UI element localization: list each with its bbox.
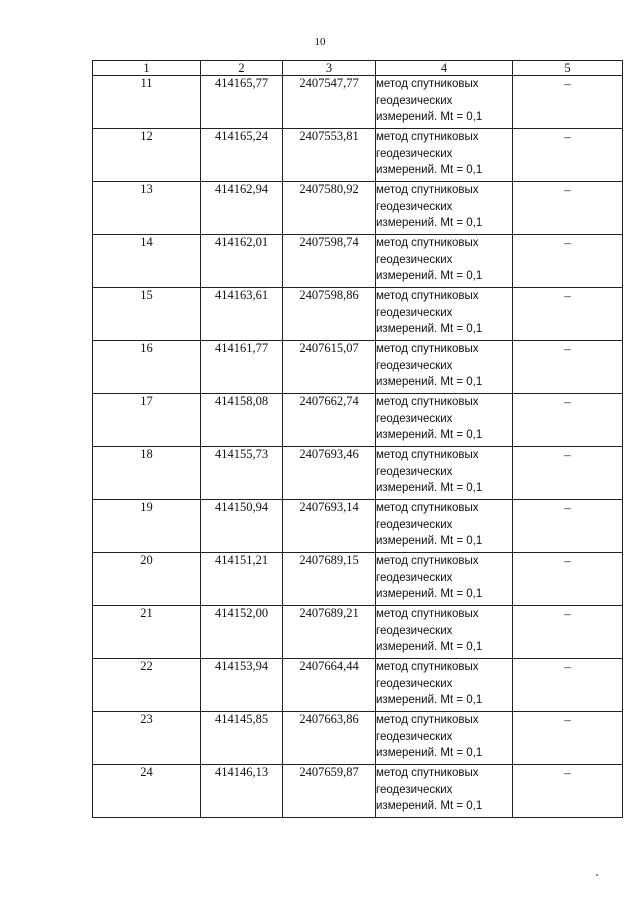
- point-number-cell: 22: [93, 659, 201, 712]
- x-coordinate-cell: 414153,94: [201, 659, 283, 712]
- method-line: метод спутниковых: [376, 449, 479, 461]
- method-line: метод спутниковых: [376, 396, 479, 408]
- note-cell: –: [513, 129, 623, 182]
- method-line: измерений. Mt = 0,1: [376, 429, 483, 441]
- point-number-cell: 24: [93, 765, 201, 818]
- column-header: 2: [201, 61, 283, 76]
- table-row: [93, 606, 623, 659]
- x-coordinate-cell: 414145,85: [201, 712, 283, 765]
- coordinates-table: [92, 60, 623, 818]
- method-line: метод спутниковых: [376, 767, 479, 779]
- point-number-cell: 17: [93, 394, 201, 447]
- method-line: геодезических: [376, 412, 453, 425]
- method-line: геодезических: [376, 359, 453, 372]
- point-number-cell: 18: [93, 447, 201, 500]
- method-line: измерений. Mt = 0,1: [376, 535, 483, 547]
- note-cell: –: [513, 394, 623, 447]
- method-line: измерений. Mt = 0,1: [376, 694, 483, 706]
- method-line: метод спутниковых: [376, 290, 479, 302]
- table-header-row: [93, 61, 623, 76]
- method-line: измерений. Mt = 0,1: [376, 270, 483, 282]
- method-cell: [376, 553, 513, 606]
- method-line: геодезических: [376, 624, 453, 637]
- table-row: [93, 129, 623, 182]
- method-line: измерений. Mt = 0,1: [376, 217, 483, 229]
- point-number-cell: 15: [93, 288, 201, 341]
- method-line: геодезических: [376, 253, 453, 266]
- method-line: метод спутниковых: [376, 555, 479, 567]
- method-line: геодезических: [376, 306, 453, 319]
- y-coordinate-cell: 2407547,77: [283, 76, 376, 129]
- note-cell: –: [513, 553, 623, 606]
- y-coordinate-cell: 2407615,07: [283, 341, 376, 394]
- x-coordinate-cell: 414165,77: [201, 76, 283, 129]
- method-cell: [376, 606, 513, 659]
- method-line: геодезических: [376, 783, 453, 796]
- point-number-cell: 19: [93, 500, 201, 553]
- y-coordinate-cell: 2407659,87: [283, 765, 376, 818]
- method-line: метод спутниковых: [376, 608, 479, 620]
- y-coordinate-cell: 2407663,86: [283, 712, 376, 765]
- note-cell: –: [513, 341, 623, 394]
- x-coordinate-cell: 414163,61: [201, 288, 283, 341]
- point-number-cell: 20: [93, 553, 201, 606]
- y-coordinate-cell: 2407689,21: [283, 606, 376, 659]
- method-line: измерений. Mt = 0,1: [376, 482, 483, 494]
- note-cell: –: [513, 765, 623, 818]
- x-coordinate-cell: 414146,13: [201, 765, 283, 818]
- method-cell: [376, 765, 513, 818]
- note-cell: –: [513, 288, 623, 341]
- method-line: измерений. Mt = 0,1: [376, 111, 483, 123]
- y-coordinate-cell: 2407598,74: [283, 235, 376, 288]
- table-row: [93, 712, 623, 765]
- method-line: геодезических: [376, 200, 453, 213]
- y-coordinate-cell: 2407693,46: [283, 447, 376, 500]
- scan-speck: [596, 874, 598, 876]
- method-cell: [376, 447, 513, 500]
- method-cell: [376, 394, 513, 447]
- y-coordinate-cell: 2407689,15: [283, 553, 376, 606]
- method-line: геодезических: [376, 94, 453, 107]
- table-row: [93, 394, 623, 447]
- method-cell: [376, 341, 513, 394]
- page-number: 10: [314, 36, 326, 48]
- x-coordinate-cell: 414162,01: [201, 235, 283, 288]
- method-cell: [376, 500, 513, 553]
- method-line: измерений. Mt = 0,1: [376, 800, 483, 812]
- method-line: измерений. Mt = 0,1: [376, 588, 483, 600]
- method-line: измерений. Mt = 0,1: [376, 164, 483, 176]
- method-line: метод спутниковых: [376, 661, 479, 673]
- column-header: 5: [513, 61, 623, 76]
- point-number-cell: 11: [93, 76, 201, 129]
- method-line: метод спутниковых: [376, 78, 479, 90]
- y-coordinate-cell: 2407693,14: [283, 500, 376, 553]
- note-cell: –: [513, 659, 623, 712]
- point-number-cell: 12: [93, 129, 201, 182]
- method-line: геодезических: [376, 147, 453, 160]
- y-coordinate-cell: 2407662,74: [283, 394, 376, 447]
- method-cell: [376, 659, 513, 712]
- method-cell: [376, 76, 513, 129]
- method-line: измерений. Mt = 0,1: [376, 323, 483, 335]
- table-row: [93, 447, 623, 500]
- point-number-cell: 14: [93, 235, 201, 288]
- table-row: [93, 182, 623, 235]
- x-coordinate-cell: 414162,94: [201, 182, 283, 235]
- x-coordinate-cell: 414155,73: [201, 447, 283, 500]
- note-cell: –: [513, 235, 623, 288]
- point-number-cell: 21: [93, 606, 201, 659]
- method-line: метод спутниковых: [376, 184, 479, 196]
- method-line: геодезических: [376, 571, 453, 584]
- note-cell: –: [513, 606, 623, 659]
- method-line: геодезических: [376, 518, 453, 531]
- note-cell: –: [513, 500, 623, 553]
- table-row: [93, 76, 623, 129]
- table-row: [93, 500, 623, 553]
- method-line: метод спутниковых: [376, 502, 479, 514]
- method-line: измерений. Mt = 0,1: [376, 747, 483, 759]
- note-cell: –: [513, 712, 623, 765]
- column-header: 1: [93, 61, 201, 76]
- note-cell: –: [513, 447, 623, 500]
- x-coordinate-cell: 414150,94: [201, 500, 283, 553]
- method-cell: [376, 288, 513, 341]
- method-line: метод спутниковых: [376, 343, 479, 355]
- point-number-cell: 23: [93, 712, 201, 765]
- table-row: [93, 341, 623, 394]
- table-row: [93, 553, 623, 606]
- column-header: 3: [283, 61, 376, 76]
- table-row: [93, 659, 623, 712]
- x-coordinate-cell: 414158,08: [201, 394, 283, 447]
- point-number-cell: 13: [93, 182, 201, 235]
- method-line: геодезических: [376, 465, 453, 478]
- method-line: измерений. Mt = 0,1: [376, 376, 483, 388]
- y-coordinate-cell: 2407553,81: [283, 129, 376, 182]
- method-line: метод спутниковых: [376, 131, 479, 143]
- table-row: [93, 235, 623, 288]
- method-cell: [376, 712, 513, 765]
- method-line: метод спутниковых: [376, 237, 479, 249]
- y-coordinate-cell: 2407664,44: [283, 659, 376, 712]
- x-coordinate-cell: 414151,21: [201, 553, 283, 606]
- method-line: геодезических: [376, 677, 453, 690]
- method-line: геодезических: [376, 730, 453, 743]
- method-line: метод спутниковых: [376, 714, 479, 726]
- note-cell: –: [513, 182, 623, 235]
- x-coordinate-cell: 414152,00: [201, 606, 283, 659]
- x-coordinate-cell: 414165,24: [201, 129, 283, 182]
- column-header: 4: [376, 61, 513, 76]
- table-body: [93, 76, 623, 818]
- table-row: [93, 288, 623, 341]
- method-cell: [376, 235, 513, 288]
- point-number-cell: 16: [93, 341, 201, 394]
- method-line: измерений. Mt = 0,1: [376, 641, 483, 653]
- method-cell: [376, 129, 513, 182]
- y-coordinate-cell: 2407598,86: [283, 288, 376, 341]
- table-row: [93, 765, 623, 818]
- x-coordinate-cell: 414161,77: [201, 341, 283, 394]
- y-coordinate-cell: 2407580,92: [283, 182, 376, 235]
- note-cell: –: [513, 76, 623, 129]
- method-cell: [376, 182, 513, 235]
